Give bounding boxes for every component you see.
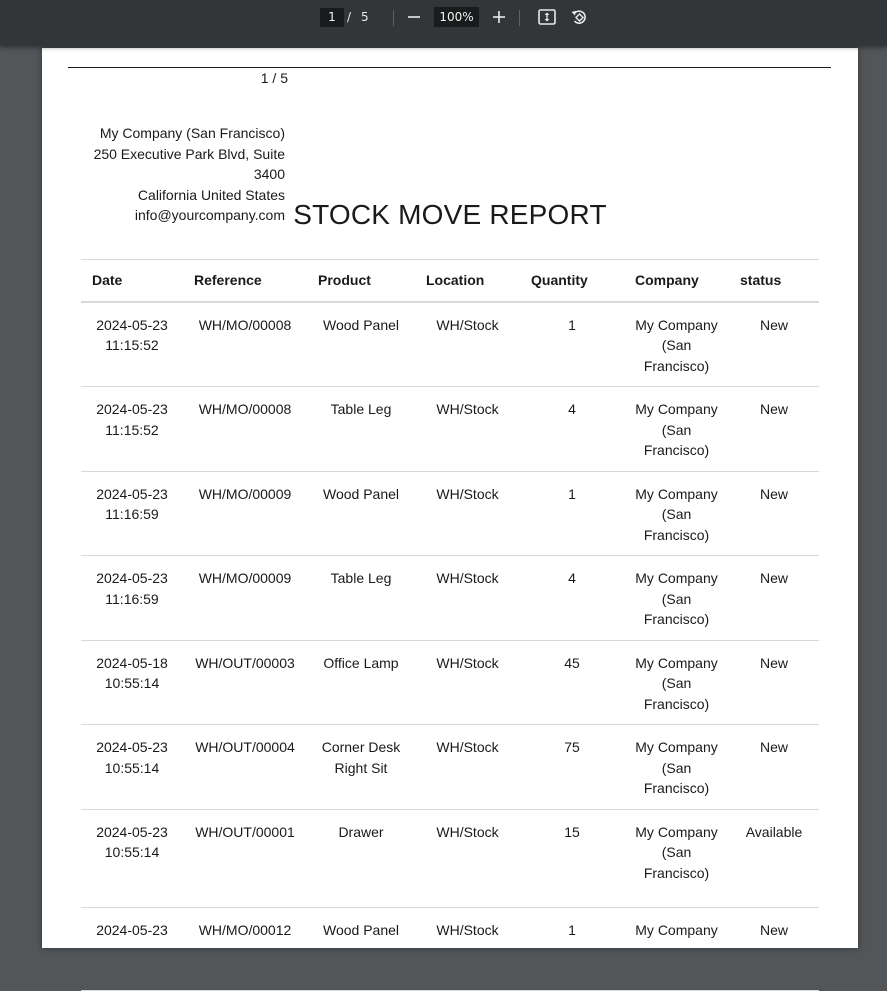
pdf-viewer[interactable] (0, 46, 887, 938)
cell-date: 2024-05-23 11:16:59 (96, 485, 168, 522)
cell-status: New (759, 654, 788, 671)
cell-quantity: 75 (564, 739, 580, 755)
cell-reference: WH/MO/00008 (198, 401, 292, 417)
stock-move-table (81, 259, 819, 991)
cell-company: My Company (San Francisco) (635, 823, 718, 881)
table-row (81, 907, 819, 990)
cell-location: WH/Stock (436, 739, 499, 755)
rotate-icon[interactable] (569, 7, 589, 27)
cell-reference: WH/OUT/00003 (195, 654, 295, 671)
page-total: 5 (361, 10, 369, 24)
cell-quantity: 1 (568, 316, 576, 333)
column-header-location: Location (426, 272, 485, 289)
zoom-input[interactable]: 100% (434, 7, 479, 27)
cell-product: Wood Panel (322, 921, 399, 938)
cell-company: My Company (San Francisco) (635, 316, 718, 374)
company-street: 250 Executive Park Blvd, Suite 3400 (93, 145, 285, 182)
cell-status: New (759, 921, 788, 938)
cell-company: My Company (San Francisco) (635, 570, 718, 627)
cell-company: My Company (San Francisco) (635, 739, 718, 796)
column-header-company: Company (635, 272, 699, 289)
table-row (81, 302, 819, 387)
cell-product: Drawer (338, 823, 384, 840)
cell-location: WH/Stock (436, 401, 499, 417)
company-name: My Company (San Francisco) (99, 125, 285, 141)
cell-reference: WH/MO/00009 (198, 485, 292, 502)
table-row (81, 809, 819, 907)
cell-date: 2024-05-23 11:16:59 (96, 570, 168, 607)
cell-reference: WH/MO/00009 (198, 570, 292, 586)
cell-status: New (759, 739, 788, 755)
cell-quantity: 15 (564, 823, 580, 840)
table-row (81, 640, 819, 725)
cell-date: 2024-05-23 (96, 921, 168, 938)
minus-icon[interactable] (404, 7, 424, 27)
cell-status: New (759, 316, 788, 333)
cell-status: New (759, 485, 788, 502)
cell-quantity: 1 (568, 921, 576, 938)
cell-product: Office Lamp (323, 654, 399, 671)
header-rule (68, 67, 831, 68)
cell-date: 2024-05-23 11:15:52 (96, 401, 168, 438)
cell-location: WH/Stock (436, 485, 499, 502)
cell-company: My Company (San Francisco) (635, 654, 718, 712)
fit-page-icon[interactable] (537, 7, 557, 27)
table-row (81, 556, 819, 641)
table-row (81, 471, 819, 556)
toolbar-divider (393, 10, 394, 26)
plus-icon[interactable] (489, 7, 509, 27)
cell-product: Wood Panel (322, 316, 399, 333)
column-header-reference: Reference (194, 272, 262, 289)
cell-product: Corner Desk Right Sit (321, 739, 401, 776)
cell-location: WH/Stock (436, 654, 499, 671)
cell-product: Wood Panel (322, 485, 399, 502)
column-header-status: status (740, 272, 782, 289)
cell-status: New (759, 570, 788, 586)
cell-reference: WH/MO/00012 (198, 921, 292, 938)
cell-product: Table Leg (330, 401, 392, 417)
cell-date: 2024-05-23 10:55:14 (96, 739, 168, 776)
page-separator: / (347, 10, 352, 24)
cell-product: Table Leg (330, 570, 392, 586)
column-header-quantity: Quantity (531, 272, 588, 289)
cell-date: 2024-05-23 10:55:14 (96, 823, 168, 860)
cell-date: 2024-05-23 11:15:52 (96, 316, 168, 353)
toolbar-divider (519, 10, 520, 26)
company-email: info@yourcompany.com (134, 207, 285, 223)
cell-quantity: 4 (568, 401, 576, 417)
cell-location: WH/Stock (436, 570, 499, 586)
column-header-date: Date (92, 272, 123, 289)
table-header-row (81, 260, 819, 302)
table-row (81, 725, 819, 810)
page-number-input[interactable]: 1 (320, 8, 344, 27)
cell-status: New (759, 401, 788, 417)
cell-location: WH/Stock (436, 921, 499, 938)
cell-company: My Company (635, 921, 718, 938)
column-header-product: Product (318, 272, 371, 289)
cell-reference: WH/OUT/00001 (195, 823, 295, 840)
cell-quantity: 45 (564, 654, 580, 671)
pdf-toolbar (0, 0, 887, 46)
cell-reference: WH/MO/00008 (198, 316, 292, 333)
cell-company: My Company (San Francisco) (635, 401, 718, 458)
cell-quantity: 4 (568, 570, 576, 586)
cell-date: 2024-05-18 10:55:14 (96, 654, 168, 691)
cell-company: My Company (San Francisco) (635, 485, 718, 543)
cell-quantity: 1 (568, 485, 576, 502)
page-counter: 1 / 5 (260, 70, 288, 86)
table-row (81, 387, 819, 472)
cell-reference: WH/OUT/00004 (195, 739, 295, 755)
cell-status: Available (745, 823, 803, 840)
report-title: STOCK MOVE REPORT (293, 199, 607, 230)
cell-location: WH/Stock (436, 823, 499, 840)
pdf-page (42, 48, 858, 948)
company-region: California United States (137, 186, 285, 203)
cell-location: WH/Stock (436, 316, 499, 333)
